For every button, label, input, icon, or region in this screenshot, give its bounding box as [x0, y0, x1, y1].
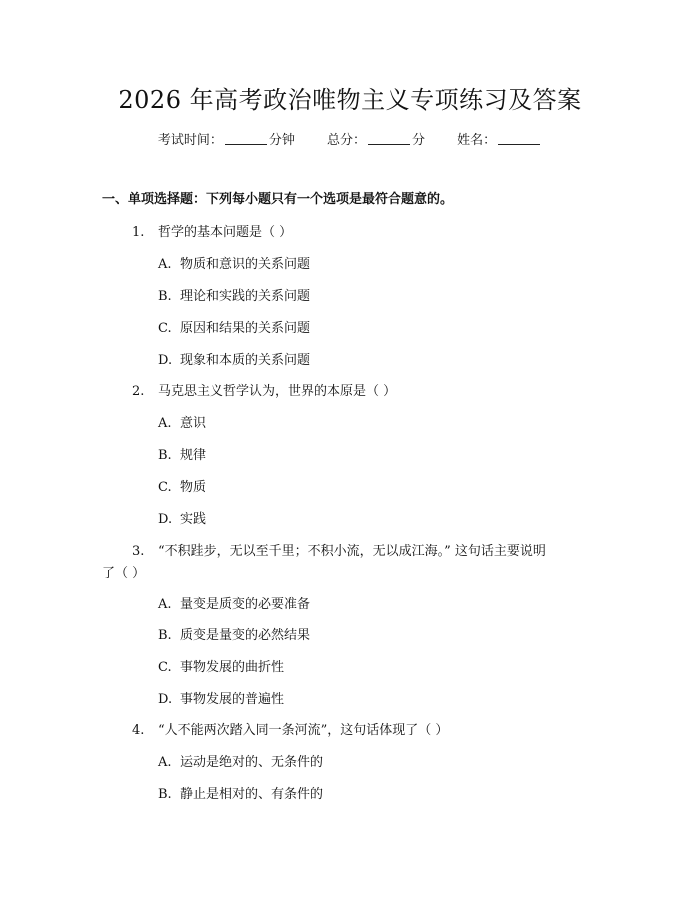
- time-label: 考试时间：: [157, 133, 223, 148]
- name-blank: [498, 130, 540, 145]
- option: [158, 658, 284, 678]
- option-letter: B.: [158, 289, 172, 304]
- question-text: 哲学的基本问题是（ ）: [158, 225, 293, 240]
- option: [158, 446, 206, 466]
- time-blank: [225, 130, 267, 145]
- question-number: 1.: [132, 225, 145, 240]
- question-text-line1: “不积跬步，无以至千里；不积小流，无以成江海。” 这句话主要说明: [158, 544, 546, 559]
- option: [158, 785, 323, 805]
- option: [158, 595, 310, 615]
- question-3-continued: [102, 564, 145, 584]
- page-title: 2026 年高考政治唯物主义专项练习及答案: [118, 86, 582, 114]
- score-unit: 分: [412, 133, 426, 148]
- option-letter: D.: [158, 692, 173, 707]
- question-text: “人不能两次踏入同一条河流”，这句话体现了（ ）: [158, 723, 449, 738]
- option: [158, 287, 310, 307]
- time-unit: 分钟: [268, 133, 295, 148]
- option-letter: C.: [158, 321, 172, 336]
- question-text-line2: 了（ ）: [102, 566, 146, 581]
- option-text: 物质: [180, 480, 207, 495]
- option-text: 意识: [180, 416, 207, 431]
- section-heading: 一、单项选择题：下列每小题只有一个选项是最符合题意的。: [102, 192, 454, 207]
- option-letter: B.: [158, 448, 172, 463]
- option-text: 质变是量变的必然结果: [180, 628, 311, 643]
- option: [158, 478, 206, 498]
- option-letter: B.: [158, 628, 172, 643]
- option: [158, 414, 206, 434]
- score-field: [327, 130, 425, 151]
- option: [158, 351, 310, 371]
- option-text: 静止是相对的、有条件的: [180, 787, 324, 802]
- option-text: 实践: [180, 512, 207, 527]
- option-letter: C.: [158, 660, 172, 675]
- option: [158, 319, 310, 339]
- score-label: 总分：: [326, 133, 366, 148]
- option-text: 理论和实践的关系问题: [180, 289, 311, 304]
- score-blank: [368, 130, 410, 145]
- question-2: [132, 382, 396, 402]
- option: [158, 690, 284, 710]
- option-letter: B.: [158, 787, 172, 802]
- option-letter: A.: [158, 257, 172, 272]
- time-field: [158, 130, 295, 151]
- question-number: 4.: [132, 723, 145, 738]
- question-1: [132, 223, 292, 243]
- name-field: [457, 130, 542, 151]
- option-text: 原因和结果的关系问题: [180, 321, 311, 336]
- option-letter: A.: [158, 416, 172, 431]
- option: [158, 255, 310, 275]
- option-letter: D.: [158, 512, 173, 527]
- question-number: 3.: [132, 544, 145, 559]
- option-letter: D.: [158, 353, 173, 368]
- option-text: 事物发展的曲折性: [180, 660, 285, 675]
- option-letter: A.: [158, 755, 172, 770]
- option-letter: A.: [158, 597, 172, 612]
- option-text: 物质和意识的关系问题: [180, 257, 311, 272]
- option-text: 运动是绝对的、无条件的: [180, 755, 324, 770]
- option-text: 规律: [180, 448, 207, 463]
- question-text: 马克思主义哲学认为，世界的本原是（ ）: [158, 384, 397, 399]
- option: [158, 626, 310, 646]
- option-letter: C.: [158, 480, 172, 495]
- question-number: 2.: [132, 384, 145, 399]
- question-4: [132, 721, 448, 741]
- option-text: 事物发展的普遍性: [180, 692, 285, 707]
- option-text: 现象和本质的关系问题: [180, 353, 311, 368]
- name-label: 姓名：: [457, 133, 497, 148]
- question-3: [132, 542, 546, 562]
- option: [158, 510, 206, 530]
- option: [158, 753, 323, 773]
- option-text: 量变是质变的必要准备: [180, 597, 311, 612]
- exam-meta: [0, 130, 700, 151]
